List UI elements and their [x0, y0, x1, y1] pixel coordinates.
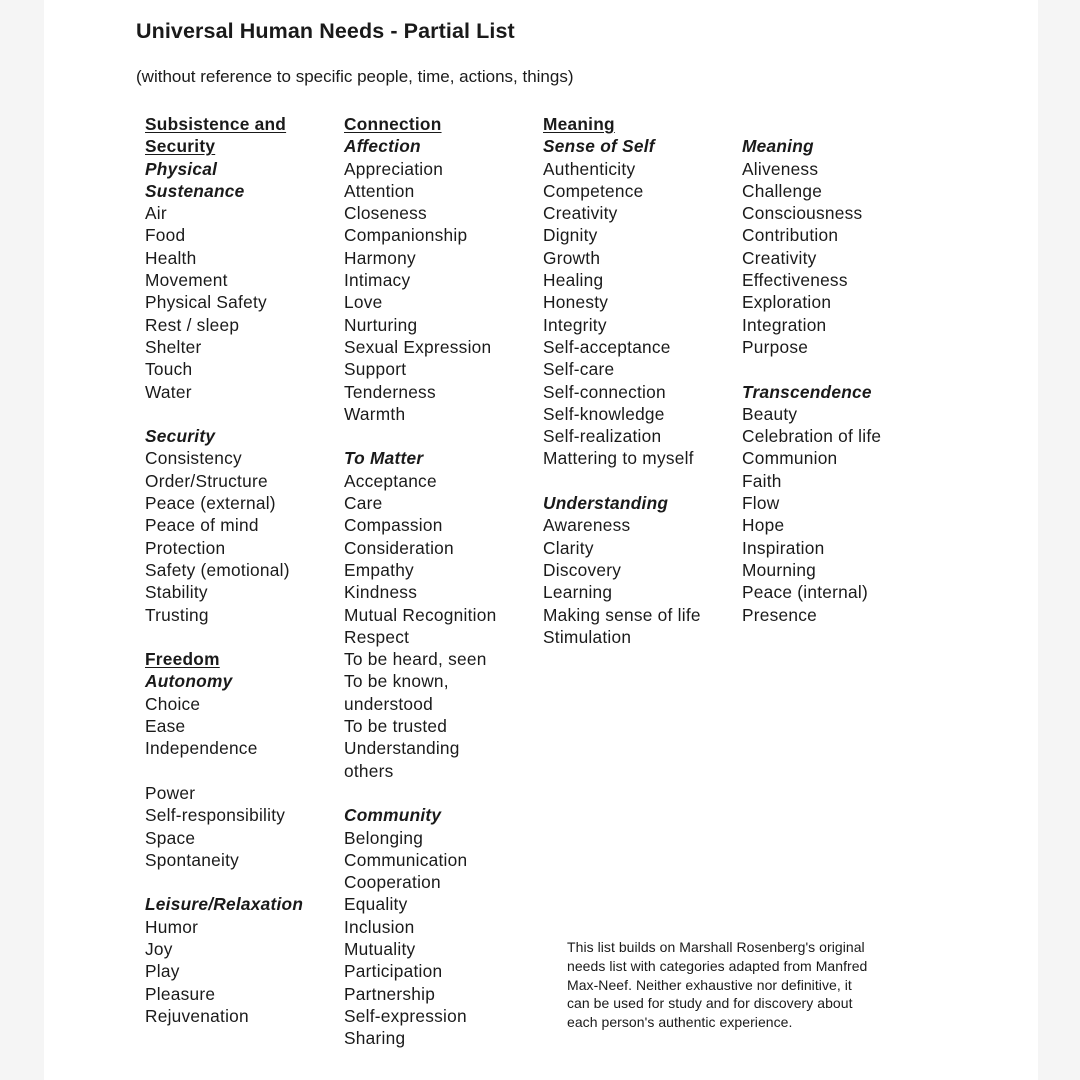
subcategory-heading: Security — [145, 426, 216, 447]
need-item: Self-realization — [543, 426, 662, 447]
note-line: each person's authentic experience. — [567, 1014, 793, 1031]
subcategory-heading: Understanding — [543, 493, 669, 514]
need-item: Hope — [742, 515, 785, 536]
need-item: Self-care — [543, 359, 615, 380]
subcategory-heading: Affection — [344, 136, 421, 157]
note-line: can be used for study and for discovery about — [567, 995, 853, 1012]
need-item: Power — [145, 782, 196, 803]
need-item: Aliveness — [742, 158, 819, 179]
need-item: Dignity — [543, 225, 598, 246]
need-item: Mattering to myself — [543, 448, 694, 469]
need-item: Independence — [145, 738, 258, 759]
need-item: Love — [344, 292, 383, 313]
need-item: Integration — [742, 314, 827, 335]
need-item: Spontaneity — [145, 849, 240, 870]
need-item: Peace (internal) — [742, 582, 868, 603]
need-item: Compassion — [344, 515, 443, 536]
need-item: Sexual Expression — [344, 336, 492, 357]
need-item: Choice — [145, 693, 201, 714]
subcategory-heading: Autonomy — [145, 671, 233, 692]
need-item: Food — [145, 225, 186, 246]
subcategory-heading: Physical — [145, 158, 218, 179]
need-item: Creativity — [742, 247, 817, 268]
need-item: Self-knowledge — [543, 403, 665, 424]
need-item: Health — [145, 247, 197, 268]
need-item: Communication — [344, 849, 468, 870]
need-item: Equality — [344, 894, 408, 915]
need-item: Tenderness — [344, 381, 436, 402]
need-item: Humor — [145, 916, 199, 937]
category-heading: Connection — [344, 114, 442, 134]
spacer — [543, 470, 733, 492]
spacer — [742, 113, 932, 135]
need-item: Faith — [742, 470, 782, 491]
spacer — [742, 358, 932, 380]
need-item: Shelter — [145, 336, 202, 357]
need-item: Honesty — [543, 292, 609, 313]
need-item: Respect — [344, 626, 410, 647]
need-item: Mourning — [742, 559, 817, 580]
need-item: Integrity — [543, 314, 607, 335]
need-item: Flow — [742, 493, 780, 514]
subcategory-heading: Meaning — [742, 136, 814, 157]
need-item: Peace of mind — [145, 515, 259, 536]
need-item: Mutuality — [344, 938, 416, 959]
need-item: others — [344, 760, 394, 781]
spacer — [145, 760, 335, 782]
need-item: Rest / sleep — [145, 314, 240, 335]
spacer — [145, 626, 335, 648]
need-item: Self-responsibility — [145, 805, 286, 826]
need-item: Self-connection — [543, 381, 666, 402]
page-title: Universal Human Needs - Partial List — [136, 19, 515, 43]
need-item: Nurturing — [344, 314, 418, 335]
need-item: Care — [344, 493, 383, 514]
need-item: Stimulation — [543, 626, 632, 647]
need-item: Growth — [543, 247, 601, 268]
need-item: Communion — [742, 448, 838, 469]
need-item: Trusting — [145, 604, 209, 625]
need-item: Appreciation — [344, 158, 444, 179]
subcategory-heading: Community — [344, 805, 442, 826]
needs-column-1 — [145, 113, 335, 1027]
need-item: Support — [344, 359, 407, 380]
category-heading: Subsistence and — [145, 114, 287, 134]
spacer — [145, 403, 335, 425]
need-item: Contribution — [742, 225, 839, 246]
needs-column-4 — [742, 113, 932, 626]
need-item: Rejuvenation — [145, 1005, 249, 1026]
need-item: Understanding — [344, 738, 460, 759]
need-item: Safety (emotional) — [145, 559, 290, 580]
subcategory-heading: Leisure/Relaxation — [145, 894, 304, 915]
need-item: To be heard, seen — [344, 649, 487, 670]
need-item: Learning — [543, 582, 613, 603]
attribution-note — [567, 938, 937, 1032]
need-item: Ease — [145, 716, 186, 737]
need-item: Peace (external) — [145, 493, 276, 514]
subcategory-heading: Sustenance — [145, 180, 245, 201]
page-subtitle: (without reference to specific people, time, actions, things) — [136, 67, 574, 86]
need-item: Air — [145, 203, 167, 224]
need-item: Making sense of life — [543, 604, 701, 625]
need-item: Authenticity — [543, 158, 636, 179]
spacer — [344, 425, 534, 447]
need-item: Cooperation — [344, 872, 441, 893]
need-item: Purpose — [742, 336, 809, 357]
need-item: Challenge — [742, 180, 823, 201]
need-item: Self-expression — [344, 1005, 467, 1026]
need-item: Participation — [344, 961, 443, 982]
need-item: Companionship — [344, 225, 468, 246]
needs-column-2 — [344, 113, 534, 1049]
need-item: Mutual Recognition — [344, 604, 497, 625]
need-item: Beauty — [742, 403, 798, 424]
need-item: Play — [145, 961, 180, 982]
need-item: Order/Structure — [145, 470, 268, 491]
need-item: Acceptance — [344, 470, 437, 491]
need-item: To be trusted — [344, 716, 448, 737]
spacer — [145, 871, 335, 893]
need-item: Warmth — [344, 403, 406, 424]
need-item: Effectiveness — [742, 270, 848, 291]
need-item: Creativity — [543, 203, 618, 224]
need-item: Awareness — [543, 515, 631, 536]
need-item: Stability — [145, 582, 208, 603]
need-item: Consistency — [145, 448, 242, 469]
need-item: Clarity — [543, 537, 594, 558]
need-item: Self-acceptance — [543, 336, 671, 357]
need-item: Protection — [145, 537, 226, 558]
need-item: Partnership — [344, 983, 436, 1004]
need-item: Space — [145, 827, 196, 848]
need-item: Water — [145, 381, 192, 402]
need-item: Discovery — [543, 559, 622, 580]
note-line: This list builds on Marshall Rosenberg's original — [567, 939, 865, 955]
note-line: Max-Neef. Neither exhaustive nor definitive, it — [567, 976, 852, 993]
need-item: Movement — [145, 270, 228, 291]
note-line: needs list with categories adapted from Manfred — [567, 957, 868, 974]
need-item: Attention — [344, 180, 415, 201]
subcategory-heading: Transcendence — [742, 381, 872, 402]
category-heading: Meaning — [543, 114, 615, 134]
need-item: understood — [344, 693, 433, 714]
need-item: Belonging — [344, 827, 424, 848]
need-item: Celebration of life — [742, 426, 882, 447]
need-item: Exploration — [742, 292, 832, 313]
need-item: Inclusion — [344, 916, 415, 937]
spacer — [344, 782, 534, 804]
need-item: Competence — [543, 180, 644, 201]
need-item: Physical Safety — [145, 292, 267, 313]
need-item: Inspiration — [742, 537, 825, 558]
need-item: Kindness — [344, 582, 418, 603]
need-item: Sharing — [344, 1028, 406, 1049]
need-item: Joy — [145, 938, 173, 959]
category-heading: Freedom — [145, 649, 220, 670]
document-page — [44, 0, 1038, 1080]
need-item: Consideration — [344, 537, 454, 558]
need-item: Harmony — [344, 247, 416, 268]
category-heading: Security — [145, 136, 216, 157]
need-item: Closeness — [344, 203, 427, 224]
need-item: Intimacy — [344, 270, 411, 291]
need-item: Healing — [543, 270, 604, 291]
needs-column-3 — [543, 113, 733, 648]
need-item: Pleasure — [145, 983, 216, 1004]
need-item: Empathy — [344, 559, 414, 580]
need-item: To be known, — [344, 671, 449, 692]
need-item: Presence — [742, 604, 818, 625]
subcategory-heading: Sense of Self — [543, 136, 655, 157]
need-item: Touch — [145, 359, 193, 380]
subcategory-heading: To Matter — [344, 448, 424, 469]
need-item: Consciousness — [742, 203, 863, 224]
